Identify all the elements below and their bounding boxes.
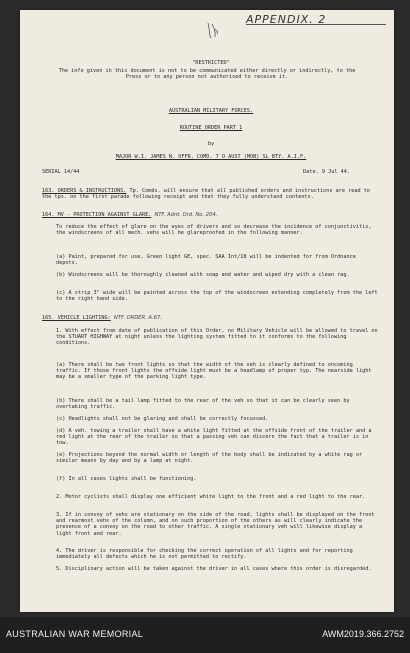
section-165-handwritten-ref: NTF. ORDER. A.67.	[113, 315, 162, 321]
section-164-title: 164. MV - PROTECTION AGAINST GLARE.	[42, 212, 152, 218]
document-page	[20, 10, 394, 612]
section-165-item-3: 3. If in convoy of vehs are stationary on the side of the road, lights shall be displayed on the front and rearmost vehs of the column, and on such proportion of the others as will clearly indicate the presence of a convoy on the road to other traffic. A single stationary veh will likewise display a light front and rear.	[56, 512, 375, 537]
section-165-item-f: (f) In all cases lights shall be functioning.	[56, 476, 197, 482]
restricted-notice: The info given in this document is not to be communicated either directly or indirectly, to the Press or to any person not authorised to receive it.	[58, 68, 356, 81]
section-165-heading	[42, 315, 380, 321]
section-163	[42, 188, 380, 200]
commander-line: MAJOR W.I. JAMES N. OFFR. COMD. 7 O AUST (MOB) SL BTY. A.I.F.	[115, 154, 307, 160]
section-165-item-2: 2. Motor cyclists shall display one efficient white light to the front and a red light to the rear.	[56, 494, 366, 500]
section-164-handwritten-ref: NTF. Adnt. Ord. No. 204.	[154, 212, 218, 218]
section-165-item-c: (c) Headlights shall not be glaring and shall be correctly focussed.	[56, 416, 269, 422]
archive-footer	[0, 617, 410, 653]
footer-institution: AUSTRALIAN WAR MEMORIAL	[6, 629, 144, 639]
section-164-b: (b) Windscreens will be thoroughly cleaned with soap and water and wiped dry with a clean rag.	[56, 272, 350, 278]
section-164-intro: To reduce the effect of glare on the eyes of drivers and so decrease the incidence of conjunctivitis, the windscreens of all mech. vehs will be glareproofed in the following manner.	[56, 224, 372, 237]
title-routine-order: ROUTINE ORDER PART 1	[179, 125, 243, 131]
order-date: Date. 9 Jul 44.	[303, 169, 350, 175]
section-163-title: 163. ORDERS & INSTRUCTIONS.	[42, 188, 127, 194]
section-163-body: Tp. Comds. will ensure that all published orders and instructions are read to the tps. on the first parade following receipt and that they fully understand contents.	[42, 188, 370, 201]
appendix-annotation: APPENDIX. 2	[246, 17, 386, 25]
by-line: by	[207, 141, 215, 147]
serial-date-row	[42, 169, 380, 175]
section-164-heading	[42, 212, 380, 218]
section-165-item-a: (a) There shall be two front lights so that the width of the veh is clearly defined to oncoming traffic. If those front lights the offside light must be a headlamp of proper typ. The nearside light may be a smaller type of the parking light type.	[56, 362, 372, 381]
restricted-heading: "RESTRICTED"	[192, 60, 230, 66]
footer-accession-number: AWM2019.366.2752	[322, 629, 404, 639]
section-165-item-4: 4. The driver is responsible for checking the correct operation of all lights and for reporting immediately all defects which he is not permitted to rectify.	[56, 548, 353, 561]
title-amf: AUSTRALIAN MILITARY FORCES.	[168, 108, 254, 114]
section-165-title: 165. VEHICLE LIGHTING:	[42, 315, 111, 321]
section-165-item-5: 5. Disciplinary action will be taken against the driver in all cases where this order is disregarded.	[56, 566, 372, 572]
section-165-item-1: 1. With effect from date of publication of this Order, no Military Vehicle will be allowed to travel on the STUART HIGHWAY at night unless the lighting system fitted to it conforms to the following conditions.	[56, 328, 378, 347]
section-164-a: (a) Paint, prepared for use, Green light GE, spec. SAA Int/18 will be indented for from Ordnance depots.	[56, 254, 356, 267]
handwritten-mark-icon	[206, 20, 220, 40]
section-165-item-d: (d) A veh. towing a trailer shall have a white light fitted at the offside front of the trailer and a red light at the rear of the trailer so that a passing veh can discern the fact that a trailer is in tow.	[56, 428, 372, 447]
section-164-c: (c) A strip 3" wide will be painted across the top of the windscreen extending completely from the left to the right hand side.	[56, 290, 378, 303]
section-165-item-b: (b) There shall be a tail lamp fitted to the rear of the veh so that it can be clearly seen by overtaking traffic.	[56, 398, 350, 411]
section-165-item-e: (e) Projections beyond the normal width or length of the body shall be indicated by a white rag or similar means by day and by a lamp at night.	[56, 452, 363, 465]
serial-number: SERIAL 14/44	[42, 169, 80, 175]
